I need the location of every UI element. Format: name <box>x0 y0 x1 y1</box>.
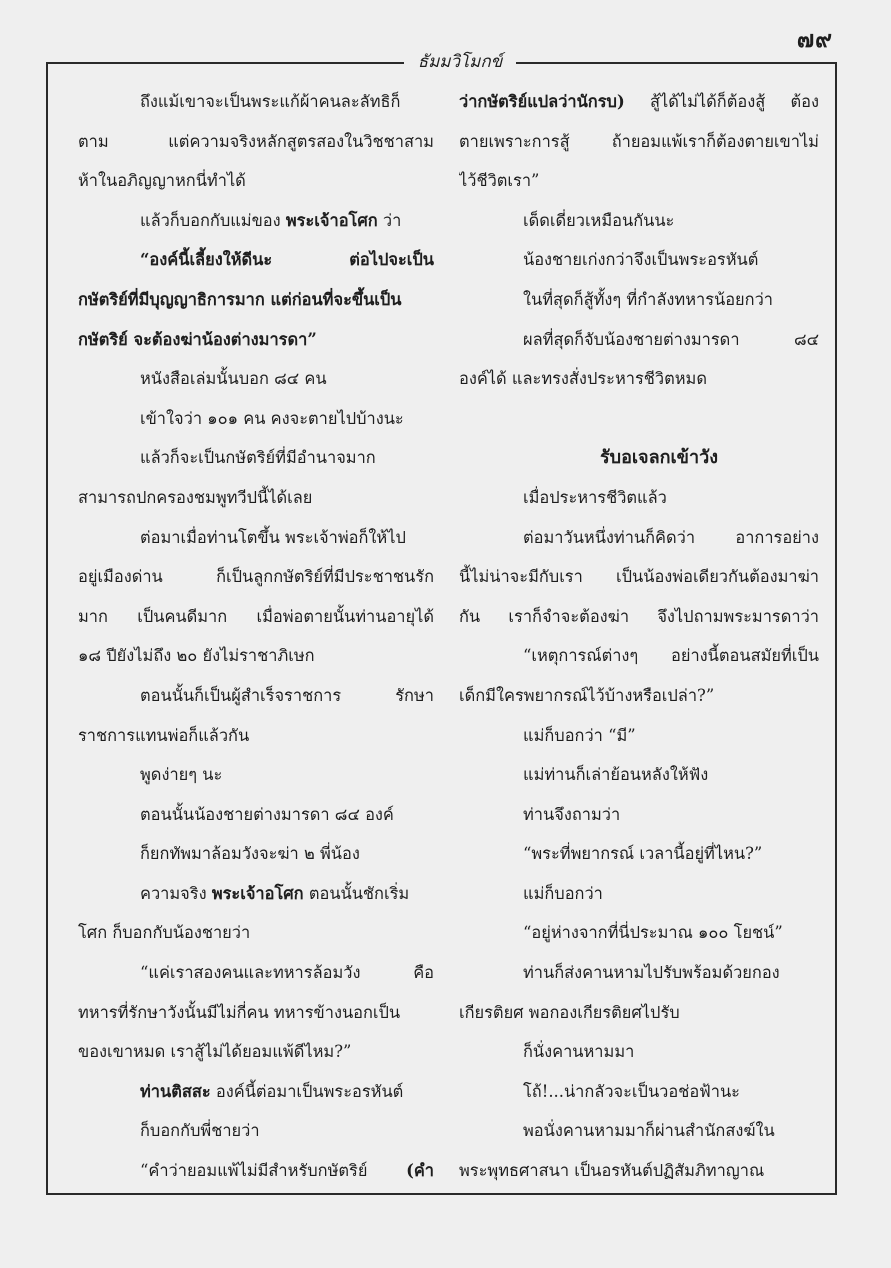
text-segment: โศก ก็บอกกับน้องชายว่า <box>78 923 251 943</box>
text-line <box>459 280 819 320</box>
text-line <box>459 913 819 953</box>
text-line <box>78 280 434 320</box>
text-segment: เด็กมีใครพยากรณ์ไว้บ้างหรือเปล่า?” <box>459 685 715 705</box>
text-line <box>459 201 819 241</box>
blank-line <box>459 399 819 439</box>
text-line <box>78 755 434 795</box>
text-segment: “แค่เราสองคนและทหารล้อมวัง คือ <box>140 963 434 983</box>
text-line <box>459 320 819 360</box>
text-segment: แม่ก็บอกว่า “มี” <box>523 725 636 745</box>
page-number: ๗๙ <box>796 26 833 53</box>
bold-text: กษัตริย์ จะต้องฆ่าน้องต่างมารดา” <box>78 329 317 349</box>
text-segment: นี้ไม่น่าจะมีกับเรา เป็นน้องพ่อเดียวกันต้องมาฆ่า <box>459 567 819 587</box>
text-segment: ก็นั่งคานหามมา <box>523 1042 635 1062</box>
text-line <box>459 1072 819 1112</box>
text-segment: ห้าในอภิญญาหกนี่ทำได้ <box>78 171 246 191</box>
text-line <box>78 359 434 399</box>
text-line <box>459 82 819 122</box>
bold-text: พระเจ้าอโศก <box>211 883 304 903</box>
text-line <box>78 240 434 280</box>
text-line <box>78 201 434 241</box>
bold-text: พระเจ้าอโศก <box>285 210 378 230</box>
text-line <box>78 161 434 201</box>
text-line <box>459 993 819 1033</box>
text-segment: ตอนนั้นชักเริ่ม <box>303 883 410 903</box>
text-segment: ในที่สุดก็สู้ทั้งๆ ที่กำลังทหารน้อยกว่า <box>523 289 773 309</box>
text-line <box>78 676 434 716</box>
text-line <box>78 1072 434 1112</box>
text-segment: ไว้ชีวิตเรา” <box>459 171 540 191</box>
text-segment: ๑๘ ปียังไม่ถึง ๒๐ ยังไม่ราชาภิเษก <box>78 646 315 666</box>
text-segment: “อยู่ห่างจากที่นี่ประมาณ ๑๐๐ โยชน์” <box>523 923 783 943</box>
text-segment: “เหตุการณ์ต่างๆ อย่างนี้ตอนสมัยที่เป็น <box>523 646 819 666</box>
text-line <box>78 122 434 162</box>
text-line <box>459 518 819 558</box>
text-segment: แล้วก็บอกกับแม่ของ <box>140 210 286 230</box>
text-line <box>459 161 819 201</box>
text-line <box>78 874 434 914</box>
text-line <box>459 1111 819 1151</box>
text-line <box>459 1151 819 1191</box>
text-segment: ตาม แต่ความจริงหลักสูตรสองในวิชชาสาม <box>78 131 434 151</box>
text-line <box>459 716 819 756</box>
text-segment: เมื่อประหารชีวิตแล้ว <box>523 487 667 507</box>
text-line <box>78 597 434 637</box>
text-segment: ทหารที่รักษาวังนั้นมีไม่กี่คน ทหารข้างนอกเป็น <box>78 1002 401 1022</box>
text-segment: ของเขาหมด เราสู้ไม่ได้ยอมแพ้ดีไหม?” <box>78 1042 352 1062</box>
text-segment: มาก เป็นคนดีมาก เมื่อพ่อตายนั้นท่านอายุได้ <box>78 606 434 626</box>
text-line <box>78 716 434 756</box>
text-line <box>78 953 434 993</box>
text-segment: แล้วก็จะเป็นกษัตริย์ที่มีอำนาจมาก <box>140 448 376 468</box>
bold-text: “องค์นี้เลี้ยงให้ดีนะ ต่อไปจะเป็น <box>140 250 434 270</box>
text-line <box>78 1151 434 1191</box>
left-column <box>78 82 434 1191</box>
text-line <box>78 1111 434 1151</box>
text-line <box>78 913 434 953</box>
text-line <box>459 240 819 280</box>
text-line <box>78 834 434 874</box>
bold-text: กษัตริย์ที่มีบุญญาธิการมาก แต่ก่อนที่จะขึ้นเป็น <box>78 289 402 309</box>
text-line <box>459 359 819 399</box>
text-segment: ถึงแม้เขาจะเป็นพระแก้ผ้าคนละลัทธิก็ <box>140 92 401 111</box>
text-line <box>78 438 434 478</box>
text-line <box>459 755 819 795</box>
text-segment: ผลที่สุดก็จับน้องชายต่างมารดา ๘๔ <box>523 329 819 349</box>
text-segment: ความจริง <box>140 883 212 903</box>
text-line <box>459 834 819 874</box>
bold-text: ว่ากษัตริย์แปลว่านักรบ) <box>459 92 625 111</box>
text-line <box>78 82 434 122</box>
text-segment: โถ้!...น่ากลัวจะเป็นวอช่อฟ้านะ <box>523 1081 740 1101</box>
text-segment: ตายเพราะการสู้ ถ้ายอมแพ้เราก็ต้องตายเขาไม่ <box>459 131 819 151</box>
text-line <box>78 636 434 676</box>
text-segment: พระพุทธศาสนา เป็นอรหันต์ปฏิสัมภิทาญาณ <box>459 1161 765 1181</box>
text-segment: สู้ได้ไม่ได้ก็ต้องสู้ ต้อง <box>624 92 819 111</box>
running-title: ธัมมวิโมกข์ <box>417 52 503 72</box>
bold-text: (คำ <box>406 1161 434 1181</box>
text-segment: พูดง่ายๆ นะ <box>140 765 223 785</box>
text-line <box>78 478 434 518</box>
text-line <box>459 874 819 914</box>
text-segment: หนังสือเล่มนั้นบอก ๘๔ คน <box>140 369 327 389</box>
section-heading <box>459 438 819 478</box>
text-segment: ก็บอกกับพี่ชายว่า <box>140 1121 260 1141</box>
text-segment: ท่านก็ส่งคานหามไปรับพร้อมด้วยกอง <box>523 963 780 983</box>
text-segment: ก็ยกทัพมาล้อมวังจะฆ่า ๒ พี่น้อง <box>140 844 360 864</box>
text-line <box>459 557 819 597</box>
text-line <box>78 993 434 1033</box>
text-segment: องค์ได้ และทรงสั่งประหารชีวิตหมด <box>459 369 707 389</box>
text-line <box>78 399 434 439</box>
right-column <box>459 82 819 1191</box>
text-line <box>459 478 819 518</box>
text-segment: ว่า <box>377 210 402 230</box>
text-segment: พอนั่งคานหามมาก็ผ่านสำนักสงฆ์ใน <box>523 1121 775 1141</box>
bold-text: ท่านติสสะ <box>140 1081 211 1101</box>
text-segment: น้องชายเก่งกว่าจึงเป็นพระอรหันต์ <box>523 250 759 270</box>
text-line <box>459 953 819 993</box>
text-segment: แม่ท่านก็เล่าย้อนหลังให้ฟัง <box>523 765 709 785</box>
text-line <box>459 795 819 835</box>
text-line <box>459 1032 819 1072</box>
text-segment: ราชการแทนพ่อก็แล้วกัน <box>78 725 250 745</box>
text-segment: เกียรติยศ พอกองเกียรติยศไปรับ <box>459 1002 680 1022</box>
text-segment: องค์นี้ต่อมาเป็นพระอรหันต์ <box>210 1081 404 1101</box>
text-segment: เด็ดเดี่ยวเหมือนกันนะ <box>523 210 675 230</box>
text-segment: ตอนนั้นก็เป็นผู้สำเร็จราชการ รักษา <box>140 685 434 705</box>
text-line <box>459 676 819 716</box>
text-segment: ตอนนั้นน้องชายต่างมารดา ๘๔ องค์ <box>140 804 394 824</box>
text-segment: แม่ก็บอกว่า <box>523 883 603 903</box>
text-line <box>459 122 819 162</box>
text-segment: สามารถปกครองชมพูทวีปนี้ได้เลย <box>78 487 313 507</box>
text-segment: ท่านจึงถามว่า <box>523 804 621 824</box>
text-line <box>459 636 819 676</box>
text-line <box>459 597 819 637</box>
text-segment: เข้าใจว่า ๑๐๑ คน คงจะตายไปบ้างนะ <box>140 408 404 428</box>
text-line <box>78 518 434 558</box>
text-segment: อยู่เมืองด่าน ก็เป็นลูกกษัตริย์ที่มีประชาชนรัก <box>78 567 434 587</box>
text-segment: “คำว่ายอมแพ้ไม่มีสำหรับกษัตริย์ <box>140 1161 407 1181</box>
text-line <box>78 1032 434 1072</box>
text-line <box>78 557 434 597</box>
text-segment: “พระที่พยากรณ์ เวลานี้อยู่ที่ไหน?” <box>523 844 763 864</box>
text-line <box>78 320 434 360</box>
text-segment: ต่อมาวันหนึ่งท่านก็คิดว่า อาการอย่าง <box>523 527 819 547</box>
text-segment: ต่อมาเมื่อท่านโตขึ้น พระเจ้าพ่อก็ให้ไป <box>140 527 406 547</box>
text-segment: รับอเจลกเข้าวัง <box>600 447 718 469</box>
text-segment: กัน เราก็จำจะต้องฆ่า จึงไปถามพระมารดาว่า <box>459 606 819 626</box>
text-line <box>78 795 434 835</box>
